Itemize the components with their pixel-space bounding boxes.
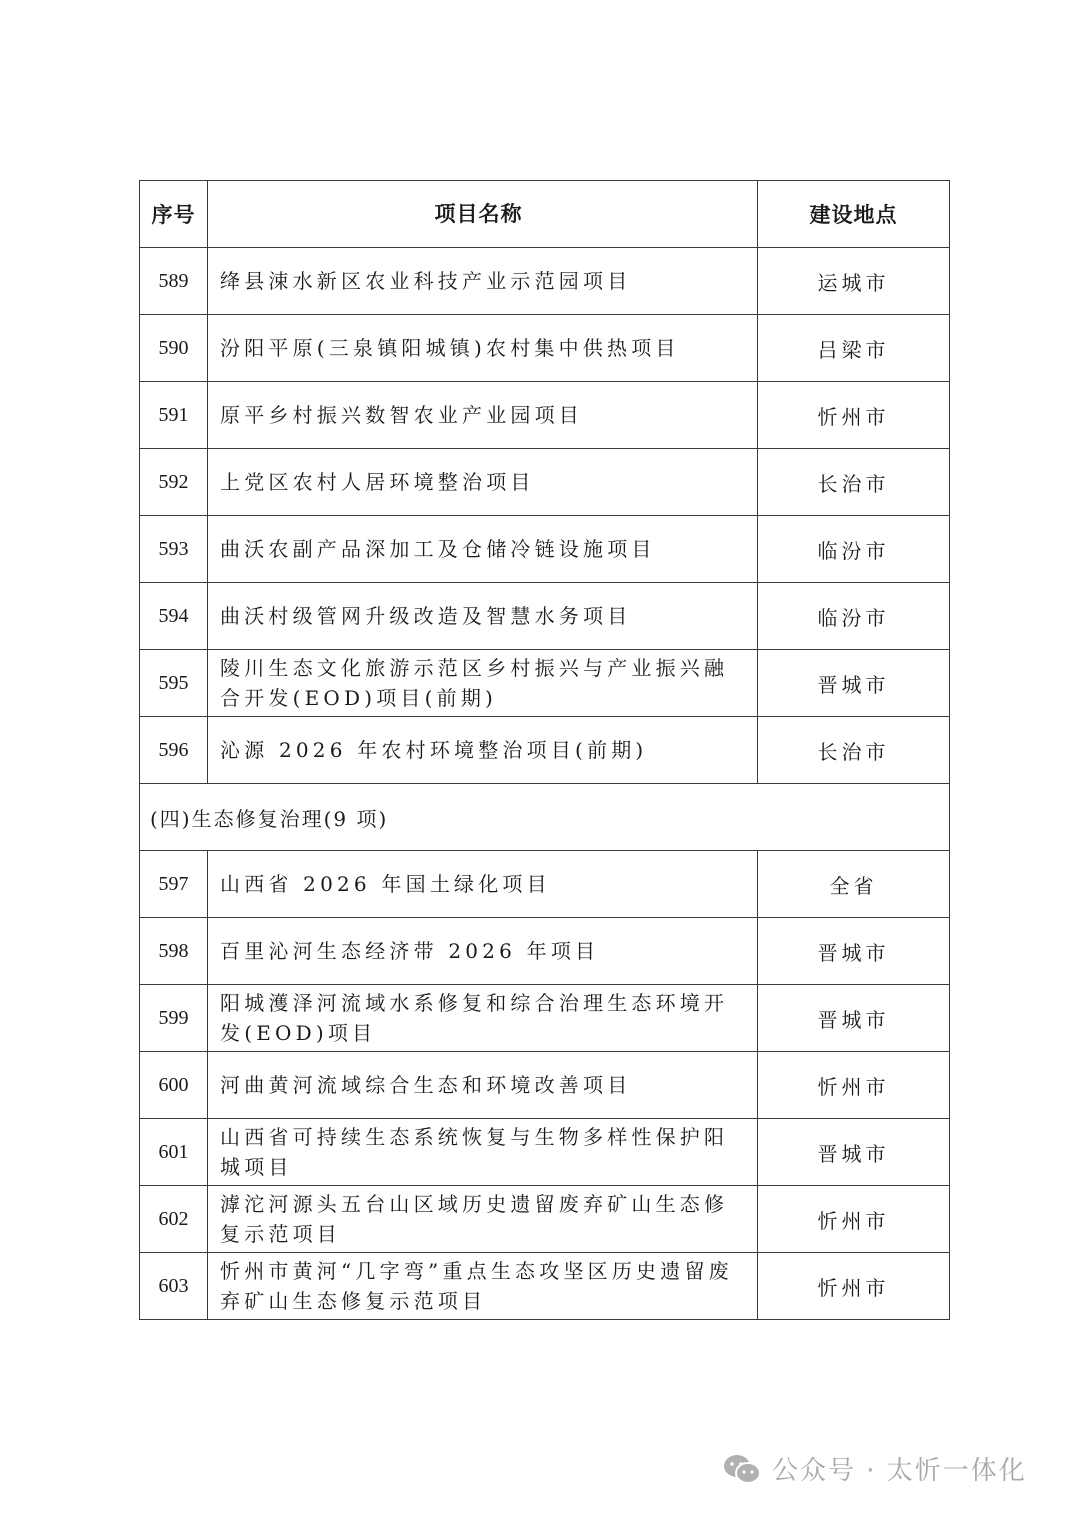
row-name: 滹沱河源头五台山区域历史遗留废弃矿山生态修复示范项目 bbox=[208, 1186, 758, 1253]
watermark-text: 公众号 · 太忻一体化 bbox=[772, 1456, 1027, 1486]
row-no: 593 bbox=[140, 516, 208, 583]
row-location: 忻州市 bbox=[758, 1052, 950, 1119]
row-no: 601 bbox=[140, 1119, 208, 1186]
row-no: 592 bbox=[140, 449, 208, 516]
table-row bbox=[140, 985, 950, 1052]
table-row bbox=[140, 583, 950, 650]
header-no: 序号 bbox=[140, 181, 208, 248]
row-location: 晋城市 bbox=[758, 985, 950, 1052]
row-name: 曲沃村级管网升级改造及智慧水务项目 bbox=[208, 583, 758, 650]
row-name: 曲沃农副产品深加工及仓储冷链设施项目 bbox=[208, 516, 758, 583]
watermark bbox=[722, 1450, 1027, 1487]
row-no: 600 bbox=[140, 1052, 208, 1119]
table-row bbox=[140, 382, 950, 449]
row-name: 忻州市黄河“几字弯”重点生态攻坚区历史遗留废弃矿山生态修复示范项目 bbox=[208, 1253, 758, 1320]
row-no: 602 bbox=[140, 1186, 208, 1253]
header-location: 建设地点 bbox=[758, 181, 950, 248]
row-location: 忻州市 bbox=[758, 1253, 950, 1320]
row-location: 长治市 bbox=[758, 449, 950, 516]
table-row bbox=[140, 717, 950, 784]
row-no: 597 bbox=[140, 851, 208, 918]
row-name: 上党区农村人居环境整治项目 bbox=[208, 449, 758, 516]
row-name: 原平乡村振兴数智农业产业园项目 bbox=[208, 382, 758, 449]
row-name: 山西省可持续生态系统恢复与生物多样性保护阳城项目 bbox=[208, 1119, 758, 1186]
row-name: 百里沁河生态经济带 2026 年项目 bbox=[208, 918, 758, 985]
row-name: 河曲黄河流域综合生态和环境改善项目 bbox=[208, 1052, 758, 1119]
row-location: 忻州市 bbox=[758, 1186, 950, 1253]
row-location: 临汾市 bbox=[758, 583, 950, 650]
row-location: 忻州市 bbox=[758, 382, 950, 449]
row-name: 山西省 2026 年国土绿化项目 bbox=[208, 851, 758, 918]
table-header-row bbox=[140, 181, 950, 248]
section-row bbox=[140, 784, 950, 851]
row-no: 589 bbox=[140, 248, 208, 315]
wechat-icon bbox=[722, 1453, 762, 1485]
table-row bbox=[140, 918, 950, 985]
row-location: 长治市 bbox=[758, 717, 950, 784]
table-row bbox=[140, 449, 950, 516]
row-no: 595 bbox=[140, 650, 208, 717]
table-row bbox=[140, 516, 950, 583]
row-location: 晋城市 bbox=[758, 1119, 950, 1186]
table-row bbox=[140, 1253, 950, 1320]
row-no: 590 bbox=[140, 315, 208, 382]
row-location: 晋城市 bbox=[758, 650, 950, 717]
table-row bbox=[140, 851, 950, 918]
table-row bbox=[140, 650, 950, 717]
project-table bbox=[139, 180, 950, 1320]
row-location: 全省 bbox=[758, 851, 950, 918]
table-row bbox=[140, 1052, 950, 1119]
row-no: 603 bbox=[140, 1253, 208, 1320]
row-location: 吕梁市 bbox=[758, 315, 950, 382]
row-location: 晋城市 bbox=[758, 918, 950, 985]
row-no: 598 bbox=[140, 918, 208, 985]
table-row bbox=[140, 248, 950, 315]
row-no: 599 bbox=[140, 985, 208, 1052]
row-name: 沁源 2026 年农村环境整治项目(前期) bbox=[208, 717, 758, 784]
table-row bbox=[140, 315, 950, 382]
row-no: 594 bbox=[140, 583, 208, 650]
row-name: 阳城濩泽河流域水系修复和综合治理生态环境开发(EOD)项目 bbox=[208, 985, 758, 1052]
header-name: 项目名称 bbox=[208, 181, 758, 248]
row-name: 汾阳平原(三泉镇阳城镇)农村集中供热项目 bbox=[208, 315, 758, 382]
table-row bbox=[140, 1119, 950, 1186]
table-row bbox=[140, 1186, 950, 1253]
row-location: 运城市 bbox=[758, 248, 950, 315]
row-name: 陵川生态文化旅游示范区乡村振兴与产业振兴融合开发(EOD)项目(前期) bbox=[208, 650, 758, 717]
row-no: 591 bbox=[140, 382, 208, 449]
row-name: 绛县涑水新区农业科技产业示范园项目 bbox=[208, 248, 758, 315]
row-location: 临汾市 bbox=[758, 516, 950, 583]
section-title: (四)生态修复治理(9 项) bbox=[140, 784, 950, 851]
row-no: 596 bbox=[140, 717, 208, 784]
